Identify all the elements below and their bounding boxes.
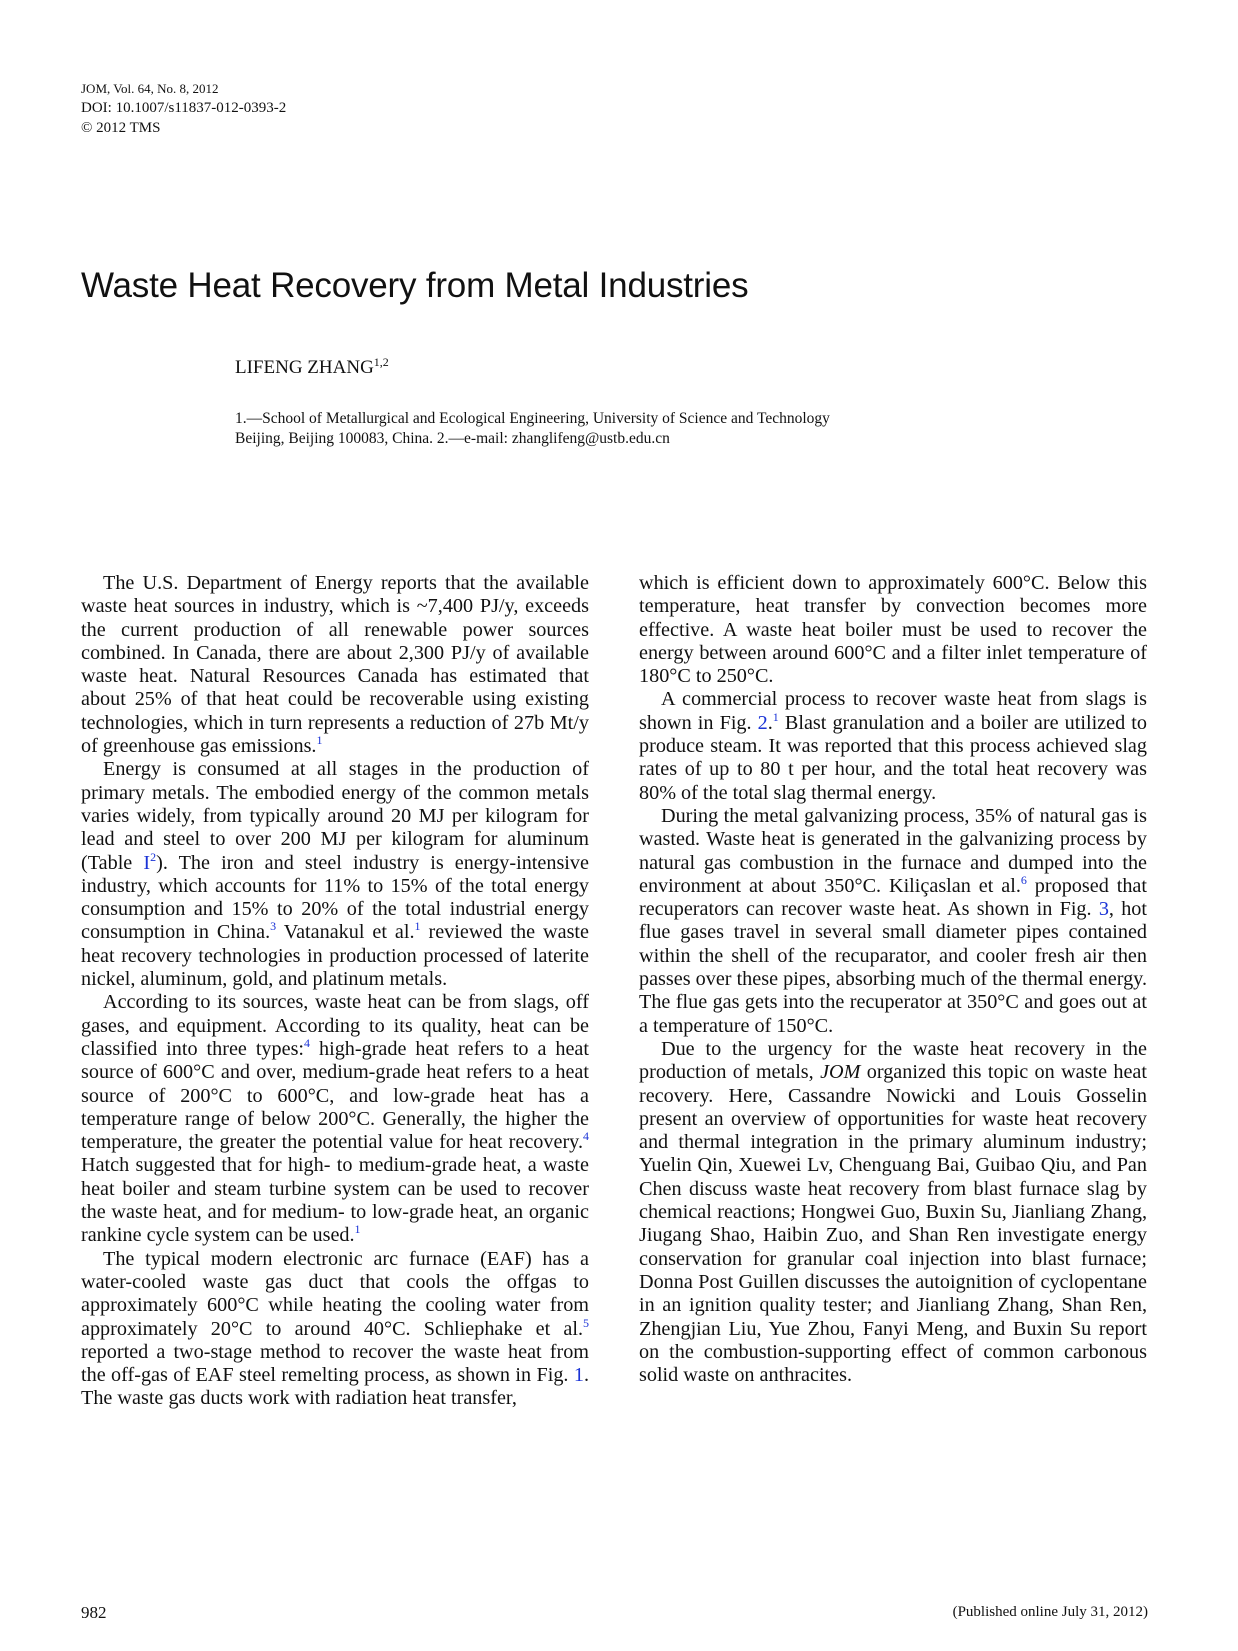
paragraph-2-text-d: reviewed the waste heat recovery technologies in production processed of laterite nickel, aluminum, gold, and platinum metals. (81, 921, 589, 991)
paragraph-6-text-a: A commercial process to recover waste heat from slags is shown in Fig. (639, 688, 1147, 734)
paragraph-5: which is efficient down to approximately 600°C. Below this temperature, heat transfer by convection becomes more effective. A waste heat boiler must be used to recover the energy between around 600°C and a filter inlet temperature of 180°C to 250°C. (639, 572, 1147, 688)
figure-link[interactable]: 1 (573, 1364, 584, 1387)
paragraph-6: A commercial process to recover waste heat from slags is shown in Fig. 2.$^1$ Blast granulation and a boiler are utilized to produce steam. It was reported that this process achieved slag rates of up to 80 t per hour, and the total heat recovery was 80% of the total slag thermal energy. (639, 688, 1147, 804)
paragraph-8-text-b: organized this topic on waste heat recovery. Here, Cassandre Nowicki and Louis Gosselin present an overview of opportunities for waste heat recovery and thermal integration in the primary aluminum industry; Yuelin Qin, Xuewei Lv, Chenguang Bai, Guibao Qiu, and Pan Chen discuss waste heat recovery from blast furnace slag by chemical reactions; Hongwei Guo, Buxin Su, Jianliang Zhang, Jiugang Shao, Haibin Zuo, and Shan Ren investigate energy conservation for granular coal injection into blast furnace; Donna Post Guillen discusses the autoignition of cyclopentane in an ignition quality tester; and Jianliang Zhang, Shan Ren, Zhengjian Liu, Yue Zhou, Fanyi Meng, and Buxin Su report on the combustion-supporting effect of common carbonous solid waste on anthracites. (639, 1061, 1148, 1387)
article-title: Waste Heat Recovery from Metal Industries (81, 266, 749, 305)
paragraph-1-text: The U.S. Department of Energy reports that the available waste heat sources in industry, which is ~7,400 PJ/y, exceeds the current production of all renewable power sources combined. In Canada, there are about 2,300 PJ/y of available waste heat. Natural Resources Canada has estimated that about 25% of that heat could be recoverable using existing technologies, which in turn represents a reduction of 27b Mt/y of greenhouse gas emissions. (81, 572, 589, 758)
journal-citation: JOM, Vol. 64, No. 8, 2012 (81, 81, 219, 96)
reference-link[interactable]: 1 (316, 733, 323, 748)
paragraph-3 (81, 991, 589, 1247)
reference-link[interactable]: 6 (1020, 872, 1027, 887)
journal-header (81, 80, 286, 138)
paragraph-6-text-b: Blast granulation and a boiler are utilized to produce steam. It was reported that this process achieved slag rates of up to 80 t per hour, and the total heat recovery was 80% of the total slag thermal energy. (639, 711, 1147, 804)
author (235, 357, 389, 379)
reference-link[interactable]: 4 (583, 1129, 589, 1144)
reference-link[interactable]: 1 (772, 709, 779, 724)
affiliations (235, 409, 1015, 449)
reference-link[interactable]: 4 (304, 1035, 311, 1050)
paragraph-2 (81, 758, 589, 991)
paragraph-4-text-a: The typical modern electronic arc furnace (EAF) has a water-cooled waste gas duct that cools the offgas to approximately 600°C while heating the cooling water from approximately 20°C to around 40°C. Schliephake et al. (81, 1247, 589, 1340)
reference-link[interactable]: 1 (354, 1222, 361, 1237)
reference-link[interactable]: 5 (583, 1315, 589, 1330)
paragraph-2-text-b: ). The iron and steel industry is energy-intensive industry, which accounts for 11% to 15% of the total energy consumption and 15% to 20% of the total industrial energy consumption in China. (81, 851, 589, 944)
doi[interactable]: DOI: 10.1007/s11837-012-0393-2 (81, 100, 287, 116)
paragraph-4-text-c: . The waste gas ducts work with radiation heat transfer, (81, 1364, 589, 1410)
paragraph-7-text-b: proposed that recuperators can recover waste heat. As shown in Fig. (639, 874, 1147, 921)
paragraph-3-text-a: According to its sources, waste heat can be from slags, off gases, and equipment. According to its quality, heat can be classified into three types: (81, 991, 589, 1060)
paragraph-3-text-b: high-grade heat refers to a heat source of 600°C and over, medium-grade heat refers to a heat source of 200°C to 600°C, and low-grade heat has a temperature range of below 200°C. Generally, the higher the temperature, the greater the potential value for heat recovery. (81, 1037, 589, 1154)
paragraph-3-text-c: Hatch suggested that for high- to medium-grade heat, a waste heat boiler and steam turbine system can be used to recover the waste heat, and for medium- to low-grade heat, an organic rankine cycle system can be used. (81, 1154, 589, 1247)
paragraph-7-text-c: , hot flue gases travel in several small diameter pipes contained within the shell of the recuparator, and cooler fresh air then passes over these pipes, absorbing much of the thermal energy. The flue gas gets into the recuperator at 350°C and goes out at a temperature of 150°C. (639, 898, 1147, 1037)
paragraph-7-text-a: During the metal galvanizing process, 35% of natural gas is wasted. Waste heat is generated in the galvanizing process by natural gas combustion in the furnace and dumped into the environment at about 350°C. Kiliçaslan et al. (639, 804, 1147, 897)
author-affiliation-marks: 1,2 (373, 355, 389, 369)
table-link[interactable]: I (143, 851, 151, 874)
reference-link[interactable]: 3 (270, 919, 277, 934)
reference-link[interactable]: 2 (150, 849, 157, 864)
journal-name: JOM (820, 1061, 861, 1084)
paragraph-4-text-b: reported a two-stage method to recover the waste heat from the off-gas of EAF steel remelting process, as shown in Fig. (81, 1340, 589, 1387)
reference-link[interactable]: 1 (414, 919, 421, 934)
affiliation-line-1: 1.—School of Metallurgical and Ecological Engineering, University of Science and Technology (235, 410, 830, 427)
paragraph-1 (81, 572, 589, 758)
author-name: LIFENG ZHANG (235, 357, 374, 378)
paragraph-8 (639, 1038, 1147, 1387)
affiliation-line-2: Beijing, Beijing 100083, China. 2.—e-mail: zhanglifeng@ustb.edu.cn (235, 430, 670, 447)
figure-link[interactable]: 3 (1098, 898, 1109, 921)
paragraph-4 (81, 1248, 589, 1411)
body-column-right (639, 572, 1147, 1387)
paragraph-2-text-c: Vatanakul et al. (276, 921, 415, 944)
copyright: © 2012 TMS (81, 120, 161, 136)
figure-link[interactable]: 2 (757, 711, 768, 734)
paragraph-2-text-a: Energy is consumed at all stages in the production of primary metals. The embodied energy of the common metals varies widely, from typically around 20 MJ per kilogram for lead and steel to over 200 MJ per kilogram for aluminum (Table (81, 758, 589, 874)
body-column-left (81, 572, 589, 1411)
page-number: 982 (81, 1603, 107, 1622)
paragraph-7 (639, 805, 1147, 1038)
published-date: (Published online July 31, 2012) (952, 1604, 1148, 1620)
paragraph-8-text-a: Due to the urgency for the waste heat recovery in the production of metals, (639, 1037, 1147, 1084)
